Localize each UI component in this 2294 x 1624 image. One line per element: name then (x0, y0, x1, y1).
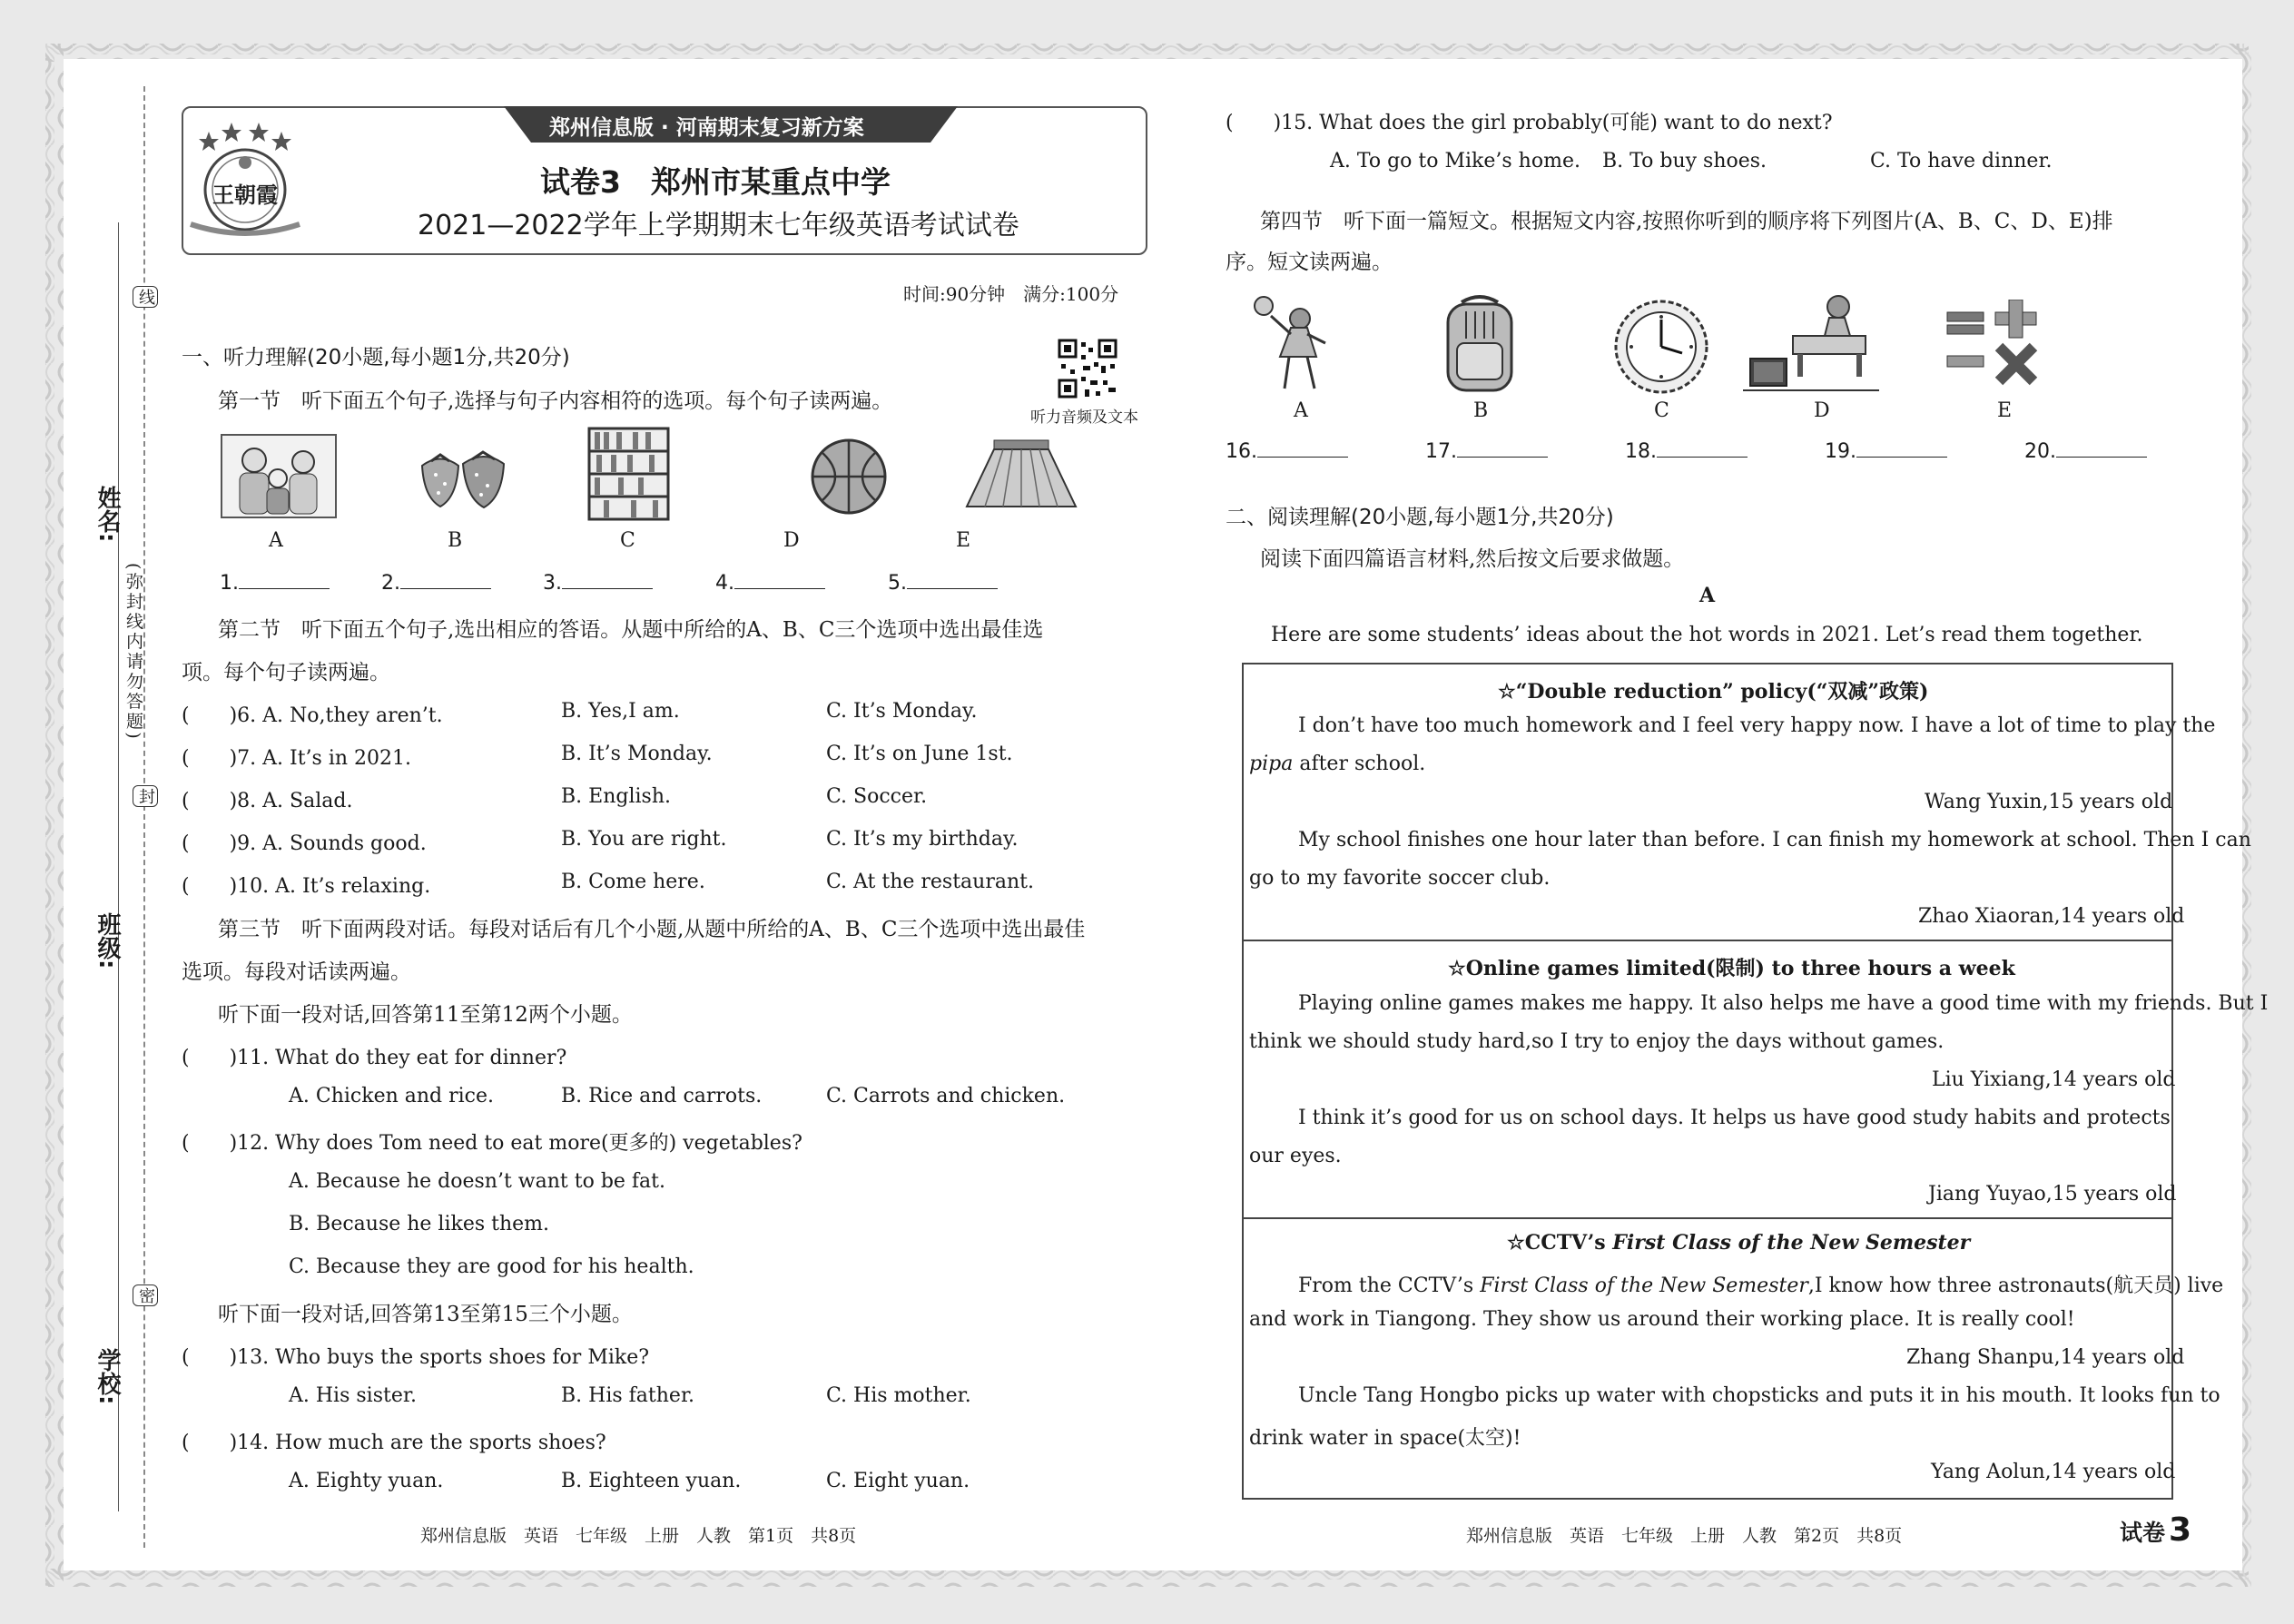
picture-math-symbols-icon (1943, 300, 2043, 390)
answer-blank-16[interactable] (1226, 440, 1348, 463)
box2-para2-line2: our eyes. (1249, 1145, 1342, 1167)
section2-instructions-cont: 项。每个句子读两遍。 (182, 661, 390, 684)
exam-sheet (64, 59, 2269, 1570)
box1-signature1: Wang Yuxin,15 years old (1925, 791, 2173, 813)
pic4-label-b: B (1473, 399, 1489, 422)
blank-number: 5. (888, 572, 907, 595)
exam-subtitle: 2021—2022学年上学期期末七年级英语考试试卷 (418, 210, 1019, 241)
pic-label-a: A (269, 529, 283, 552)
box3-signature2: Yang Aolun,14 years old (1931, 1461, 2176, 1483)
blank-number: 19. (1825, 440, 1856, 463)
name-label: 姓名: (94, 486, 121, 543)
question-15-option-c[interactable]: C. To have dinner. (1870, 150, 2053, 172)
box1-para1-tail: after school. (1293, 753, 1426, 775)
blank-number: 3. (543, 572, 562, 595)
pic4-label-a: A (1294, 399, 1308, 422)
blank-number: 1. (220, 572, 239, 595)
pic-label-e: E (956, 529, 971, 552)
question-11[interactable]: ( )11. What do they eat for dinner? (182, 1047, 567, 1069)
dialogue2-intro: 听下面一段对话,回答第13至第15三个小题。 (218, 1303, 633, 1326)
page2-footer: 郑州信息版 英语 七年级 上册 人教 第2页 共8页 (1466, 1526, 1903, 1546)
question-11-option-b[interactable]: B. Rice and carrots. (561, 1085, 763, 1107)
question-8[interactable]: ( )8. A. Salad. (182, 790, 353, 812)
pic4-label-c: C (1654, 399, 1669, 422)
passage-a-intro: Here are some students’ ideas about the hot words in 2021. Let’s read them together. (1271, 624, 2143, 646)
box1-para2-line2: go to my favorite soccer club. (1249, 867, 1551, 890)
question-7-option-c[interactable]: C. It’s on June 1st. (826, 743, 1013, 765)
answer-blank-1[interactable] (220, 572, 330, 595)
section2-instructions: 第二节 听下面五个句子,选出相应的答语。从题中所给的A、B、C三个选项中选出最佳选 (218, 618, 1044, 642)
publisher-logo (182, 115, 309, 242)
school-label: 学校: (94, 1348, 121, 1405)
answer-blank-3[interactable] (543, 572, 653, 595)
corner-label (2120, 1511, 2191, 1549)
box1-para2-line1: My school finishes one hour later than before. I can finish my homework at school. Then I can (1298, 829, 2251, 851)
box-separator (1242, 1217, 2171, 1219)
box1-para1-line2 (1249, 753, 1425, 775)
question-11-option-c[interactable]: C. Carrots and chicken. (826, 1085, 1066, 1107)
box3-para1-a: From the CCTV’s (1298, 1275, 1481, 1297)
question-13-option-a[interactable]: A. His sister. (289, 1384, 417, 1407)
box2-signature2: Jiang Yuyao,15 years old (1928, 1183, 2177, 1206)
binding-mark-line: 线 (133, 286, 158, 308)
binding-mark-seal2: 密 (133, 1284, 158, 1306)
pic4-label-e: E (1997, 399, 2013, 422)
answer-blank-19[interactable] (1825, 440, 1947, 463)
exam-title: 试卷3 郑州市某重点中学 (540, 164, 891, 200)
section1-instructions: 第一节 听下面五个句子,选择与句子内容相符的选项。每个句子读两遍。 (218, 389, 893, 413)
page1-footer: 郑州信息版 英语 七年级 上册 人教 第1页 共8页 (420, 1526, 857, 1546)
section4-instructions: 第四节 听下面一篇短文。根据短文内容,按照你听到的顺序将下列图片(A、B、C、D、E)排 (1260, 210, 2113, 233)
picture-girl-playing-icon (1244, 293, 1344, 398)
section3-instructions: 第三节 听下面两段对话。每段对话后有几个小题,从题中所给的A、B、C三个选项中选出最佳 (218, 918, 1086, 941)
question-13-option-c[interactable]: C. His mother. (826, 1384, 971, 1407)
box3-para2-line1: Uncle Tang Hongbo picks up water with chopsticks and puts it in his mouth. It looks fun to (1298, 1384, 2220, 1407)
part1-title: 一、听力理解(20小题,每小题1分,共20分) (182, 346, 570, 369)
section4-instructions-cont: 序。短文读两遍。 (1226, 251, 1393, 274)
picture-strawberries-icon (413, 448, 513, 511)
class-label: 班级: (94, 912, 121, 969)
question-12-option-c[interactable]: C. Because they are good for his health. (289, 1255, 694, 1278)
binding-solid-line (118, 222, 119, 1511)
pic-label-c: C (620, 529, 635, 552)
section3-instructions-cont: 选项。每段对话读两遍。 (182, 960, 411, 984)
box3-title-program: First Class of the New Semester (1612, 1231, 1971, 1255)
question-10-option-b[interactable]: B. Come here. (561, 871, 705, 893)
question-13[interactable]: ( )13. Who buys the sports shoes for Mike? (182, 1346, 650, 1369)
question-6-option-c[interactable]: C. It’s Monday. (826, 700, 978, 723)
picture-family-icon (220, 433, 338, 519)
pipa-word: pipa (1249, 753, 1294, 775)
binding-mark-seal: 封 (133, 785, 158, 807)
question-9[interactable]: ( )9. A. Sounds good. (182, 832, 427, 855)
box1-signature2: Zhao Xiaoran,14 years old (1918, 905, 2185, 928)
box3-signature1: Zhang Shanpu,14 years old (1906, 1346, 2185, 1369)
qr-caption: 听力音频及文本 (1030, 408, 1138, 427)
box3-para1-line1 (1298, 1270, 2223, 1298)
question-8-option-b[interactable]: B. English. (561, 785, 671, 808)
box2-para2-line1: I think it’s good for us on school days. It helps us have good study habits and protects (1298, 1107, 2171, 1129)
question-14-option-c[interactable]: C. Eight yuan. (826, 1470, 970, 1492)
question-14[interactable]: ( )14. How much are the sports shoes? (182, 1432, 606, 1454)
box3-title (1507, 1231, 1970, 1255)
box-separator (1242, 940, 2171, 941)
question-7-option-b[interactable]: B. It’s Monday. (561, 743, 713, 765)
box1-para1-line1: I don’t have too much homework and I feel very happy now. I have a lot of time to play the (1298, 714, 2216, 737)
pic-label-d: D (783, 529, 800, 552)
question-10-option-c[interactable]: C. At the restaurant. (826, 871, 1034, 893)
part2-title: 二、阅读理解(20小题,每小题1分,共20分) (1226, 506, 1614, 529)
box3-para2-line2: drink water in space(太空)! (1249, 1427, 1521, 1450)
question-11-option-a[interactable]: A. Chicken and rice. (289, 1085, 494, 1107)
corner-label-text: 试卷 (2120, 1520, 2166, 1546)
blank-number: 4. (715, 572, 734, 595)
box3-para1-c: ,I know how three astronauts(航天员) live (1807, 1275, 2224, 1297)
blank-number: 18. (1625, 440, 1657, 463)
box2-signature1: Liu Yixiang,14 years old (1932, 1068, 2176, 1091)
question-15[interactable]: ( )15. What does the girl probably(可能) want to do next? (1226, 112, 1833, 134)
blank-number: 17. (1425, 440, 1457, 463)
question-6-option-b[interactable]: B. Yes,I am. (561, 700, 680, 723)
question-13-option-b[interactable]: B. His father. (561, 1384, 695, 1407)
box3-title-prefix: ☆CCTV’s (1507, 1231, 1613, 1255)
corner-number: 3 (2169, 1511, 2192, 1549)
box2-para1-line1: Playing online games makes me happy. It also helps me have a good time with my friends. But I (1298, 992, 2269, 1015)
question-14-option-a[interactable]: A. Eighty yuan. (289, 1470, 444, 1492)
picture-bookcase-icon (586, 427, 672, 522)
question-6[interactable]: ( )6. A. No,they aren’t. (182, 704, 443, 727)
picture-backpack-icon (1434, 293, 1525, 398)
part2-intro: 阅读下面四篇语言材料,然后按文后要求做题。 (1260, 547, 1685, 571)
question-15-option-a[interactable]: A. To go to Mike’s home. (1330, 150, 1580, 172)
question-10[interactable]: ( )10. A. It’s relaxing. (182, 875, 431, 898)
blank-number: 2. (381, 572, 400, 595)
qr-code-icon[interactable] (1058, 339, 1117, 399)
header-banner: 郑州信息版 · 河南期末复习新方案 (549, 116, 864, 140)
question-15-option-b[interactable]: B. To buy shoes. (1602, 150, 1767, 172)
box1-title: ☆“Double reduction” policy(“双减”政策) (1498, 680, 1929, 704)
dialogue1-intro: 听下面一段对话,回答第11至第12两个小题。 (218, 1003, 633, 1027)
time-score: 时间:90分钟 满分:100分 (903, 283, 1119, 305)
question-12[interactable]: ( )12. Why does Tom need to eat more(更多的) vegetables? (182, 1132, 802, 1155)
picture-boy-watching-tv-icon (1743, 290, 1879, 399)
question-8-option-c[interactable]: C. Soccer. (826, 785, 928, 808)
answer-blank-2[interactable] (381, 572, 491, 595)
question-9-option-c[interactable]: C. It’s my birthday. (826, 828, 1019, 851)
box2-para1-line2: think we should study hard,so I try to enjoy the days without games. (1249, 1030, 1944, 1053)
pic-label-b: B (448, 529, 463, 552)
picture-basketball-icon (808, 436, 890, 517)
binding-note: (弥封线内请勿答题) (123, 563, 143, 742)
answer-blank-20[interactable] (2024, 440, 2147, 463)
passage-a-label: A (1699, 584, 1716, 607)
picture-clock-icon (1611, 297, 1711, 397)
question-12-option-b[interactable]: B. Because he likes them. (289, 1213, 550, 1235)
box3-para1-program: First Class of the New Semester (1480, 1275, 1808, 1297)
answer-blank-17[interactable] (1425, 440, 1548, 463)
blank-number: 16. (1226, 440, 1257, 463)
question-7[interactable]: ( )7. A. It’s in 2021. (182, 747, 412, 770)
picture-skirt-icon (962, 438, 1080, 511)
answer-blank-5[interactable] (888, 572, 998, 595)
question-9-option-b[interactable]: B. You are right. (561, 828, 727, 851)
blank-number: 20. (2024, 440, 2056, 463)
question-12-option-a[interactable]: A. Because he doesn’t want to be fat. (289, 1170, 666, 1193)
box3-para1-line2: and work in Tiangong. They show us around their working place. It is really cool! (1249, 1308, 2075, 1331)
question-14-option-b[interactable]: B. Eighteen yuan. (561, 1470, 742, 1492)
answer-blank-4[interactable] (715, 572, 825, 595)
logo-text: 王朝霞 (212, 182, 278, 208)
box2-title: ☆Online games limited(限制) to three hours a week (1448, 957, 2015, 980)
pic4-label-d: D (1814, 399, 1830, 422)
answer-blank-18[interactable] (1625, 440, 1748, 463)
